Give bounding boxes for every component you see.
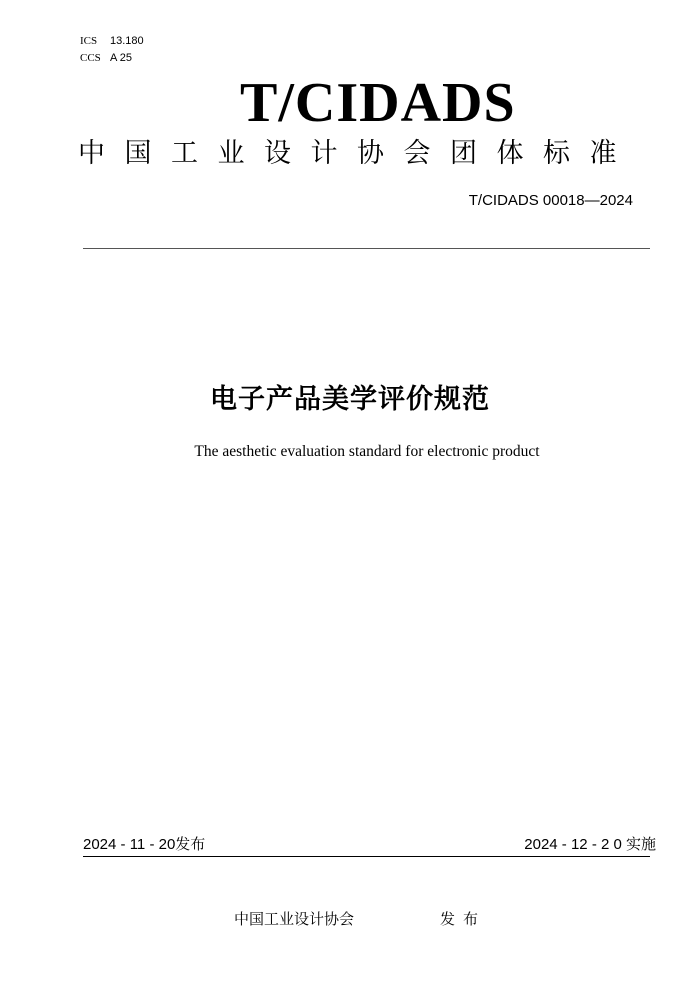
organization-banner: 中国工业设计协会团体标准 (78, 138, 636, 169)
ccs-value: A 25 (110, 52, 133, 64)
ics-label: ICS (80, 35, 98, 47)
standard-logo: T/CIDADS (240, 72, 516, 134)
ics-row (80, 33, 144, 50)
footer-divider (83, 856, 650, 857)
issue-label: 发布 (440, 910, 487, 928)
ccs-label: CCS (80, 52, 101, 64)
ccs-row (80, 50, 144, 67)
classification-codes (80, 33, 144, 67)
issuer-name: 中国工业设计协会 (234, 910, 355, 928)
ics-value: 13.180 (110, 35, 144, 47)
implementation-date: 2024 - 12 - 2 0 实施 (524, 836, 656, 853)
header-divider (83, 248, 650, 249)
issue-date: 2024 - 11 - 20发布 (83, 836, 206, 853)
standard-number: T/CIDADS 00018—2024 (468, 192, 633, 209)
document-title-chinese: 电子产品美学评价规范 (210, 384, 490, 415)
document-title-english: The aesthetic evaluation standard for electronic product (194, 443, 540, 460)
